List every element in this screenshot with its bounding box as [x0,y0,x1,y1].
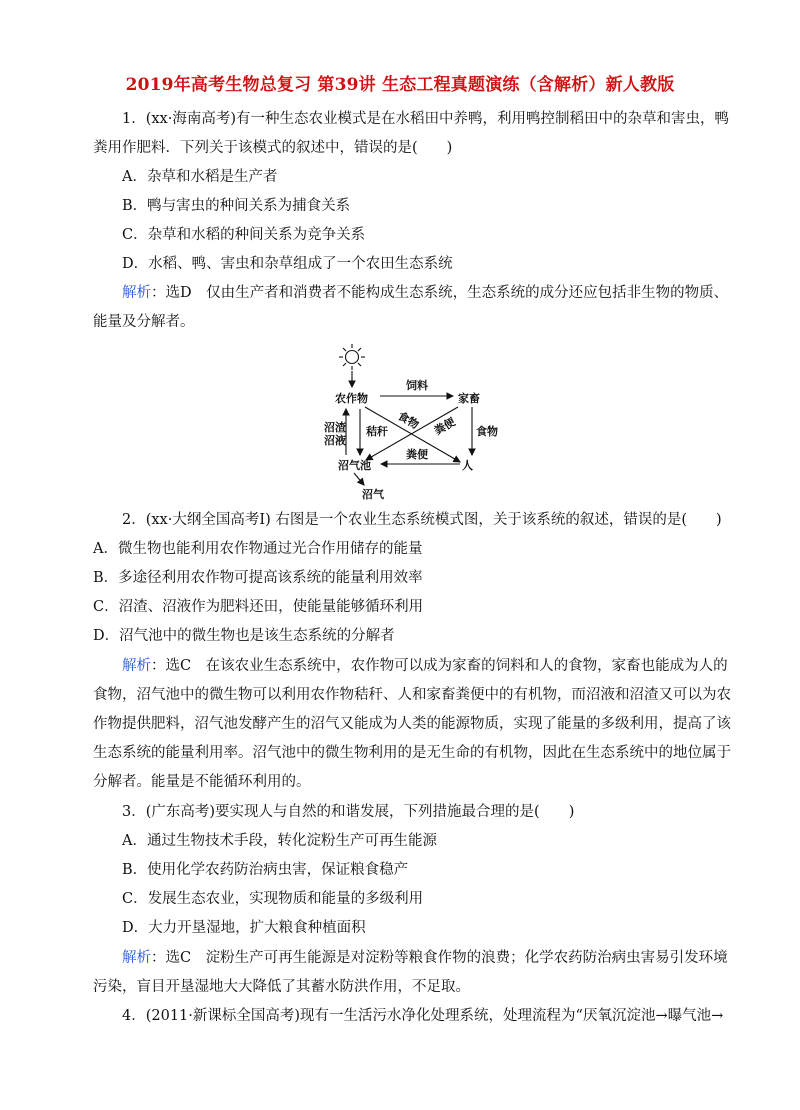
q2-analysis-line1 [122,656,800,676]
node-crop: 农作物 [335,392,368,405]
label-manure-diagonal: 粪便 [432,415,458,438]
q1-stem-line1: 1．(xx·海南高考)有一种生态农业模式是在水稻田中养鸭，利用鸭控制稻田中的杂草和害虫，鸭 [122,111,729,127]
q3-option-d: D．大力开垦湿地，扩大粮食种植面积 [122,920,366,936]
node-biogas-pool: 沼气池 [338,459,371,472]
q2-analysis-line5: 分解者。能量是不能循环利用的。 [93,774,311,790]
q2-option-b: B．多途径利用农作物可提高该系统的能量利用效率 [93,570,423,586]
q2-option-d: D．沼气池中的微生物也是该生态系统的分解者 [93,628,395,644]
label-slurry: 沼液 [324,434,346,447]
analysis-label: 解析 [122,285,151,301]
q1-stem-line2: 粪用作肥料．下列关于该模式的叙述中，错误的是( ) [93,140,453,156]
sun-icon [339,344,365,370]
label-manure-bottom: 粪便 [406,448,428,461]
analysis-text: ：选C 淀粉生产可再生能源是对淀粉等粮食作物的浪费；化学农药防治病虫害易引发环境 [151,950,728,966]
label-feed: 饲料 [406,379,428,392]
label-straw: 秸秆 [366,425,388,438]
q1-analysis-line2: 能量及分解者。 [93,314,195,330]
node-livestock: 家畜 [458,392,480,405]
analysis-text: ：选C 在该农业生态系统中，农作物可以成为家畜的饲料和人的食物，家畜也能成为人的 [151,658,728,674]
q1-option-d: D．水稻、鸭、害虫和杂草组成了一个农田生态系统 [122,256,453,272]
agro-ecosystem-diagram [310,340,510,505]
q1-analysis-line1 [122,283,800,303]
analysis-label: 解析 [122,658,151,674]
q3-option-c: C．发展生态农业，实现物质和能量的多级利用 [122,891,424,907]
label-food-right: 食物 [476,425,498,438]
biogas-output-arrow [354,473,364,485]
analysis-text: ：选D 仅由生产者和消费者不能构成生态系统，生态系统的成分还应包括非生物的物质、 [151,285,729,301]
q2-analysis-line3: 作物提供肥料，沼气池发酵产生的沼气又能成为人类的能源物质，实现了能量的多级利用，提高了该 [93,716,731,732]
q3-analysis-line1 [122,948,800,968]
analysis-label: 解析 [122,950,151,966]
q2-analysis-line2: 食物，沼气池中的微生物可以利用农作物秸秆、人和家畜粪便中的有机物，而沼液和沼渣又可以为农 [93,687,731,703]
q1-option-c: C．杂草和水稻的种间关系为竞争关系 [122,227,366,243]
q3-stem: 3．(广东高考)要实现人与自然的和谐发展，下列措施最合理的是( ) [122,804,575,820]
label-food-diagonal: 食物 [395,409,422,432]
q3-analysis-line2: 污染，盲目开垦湿地大大降低了其蓄水防洪作用，不足取。 [93,979,470,995]
q2-analysis-line4: 生态系统的能量利用率。沼气池中的微生物利用的是无生命的有机物，因此在生态系统中的地位属于 [93,745,731,761]
label-residue: 沼渣 [324,421,346,434]
node-human: 人 [462,459,473,472]
q2-option-c: C．沼渣、沼液作为肥料还田，使能量能够循环利用 [93,599,424,615]
q3-option-b: B．使用化学农药防治病虫害，保证粮食稳产 [122,862,409,878]
label-biogas: 沼气 [362,488,384,501]
q3-option-a: A．通过生物技术手段，转化淀粉生产可再生能源 [122,833,437,849]
q2-option-a: A．微生物也能利用农作物通过光合作用储存的能量 [93,541,423,557]
q4-stem: 4．(2011·新课标全国高考)现有一生活污水净化处理系统，处理流程为“厌氧沉淀池→曝气池→ [122,1008,724,1024]
q1-option-b: B．鸭与害虫的种间关系为捕食关系 [122,198,351,214]
q2-stem: 2．(xx·大纲全国高考Ⅰ) 右图是一个农业生态系统模式图，关于该系统的叙述，错误的是( ) [122,512,722,528]
q1-option-a: A．杂草和水稻是生产者 [122,169,278,185]
document-title: 2019年高考生物总复习 第39讲 生态工程真题演练（含解析）新人教版 [125,75,675,95]
